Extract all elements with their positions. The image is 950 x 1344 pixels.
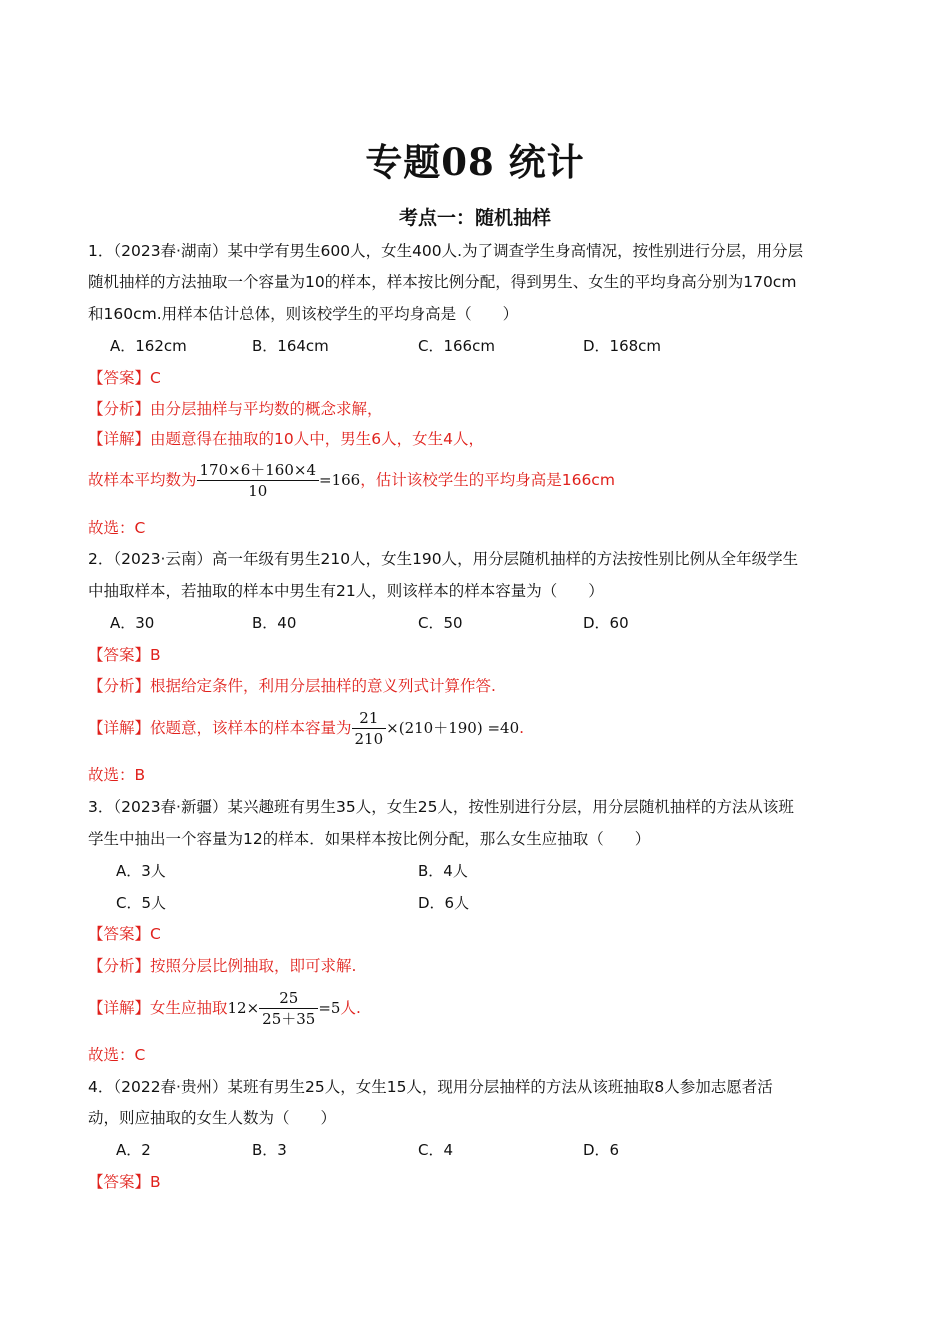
q3-fraction-numerator: 25 (259, 988, 318, 1009)
q3-choice: 故选：C (88, 1046, 146, 1064)
q1-analysis: 【分析】由分层抽样与平均数的概念求解， (88, 400, 383, 418)
q3-calc-line (88, 985, 361, 1031)
q3-analysis: 【分析】按照分层比例抽取，即可求解. (88, 957, 357, 975)
q1-text-line-2: 随机抽样的方法抽取一个容量为10的样本，样本按比例分配，得到男生、女生的平均身高分别为170cm (88, 273, 797, 291)
q3-text-line-1: 3．（2023春·新疆）某兴趣班有男生35人，女生25人，按性别进行分层，用分层随机抽样的方法从该班 (88, 798, 794, 816)
q1-text-line-1: 1．（2023春·湖南）某中学有男生600人，女生400人.为了调查学生身高情况，按性别进行分层，用分层 (88, 242, 804, 260)
q4-answer: 【答案】B (88, 1173, 161, 1191)
q2-option-a: A．30 (110, 614, 155, 632)
q1-fraction (197, 460, 320, 501)
section-heading: 考点一：随机抽样 (398, 207, 551, 229)
q3-option-c: C．5人 (116, 894, 167, 912)
q2-answer: 【答案】B (88, 646, 161, 664)
q2-fraction-numerator: 21 (352, 708, 387, 729)
q2-option-b: B．40 (252, 614, 297, 632)
q1-option-a: A．162cm (110, 337, 187, 355)
q2-option-c: C．50 (418, 614, 463, 632)
q4-option-a: A．2 (116, 1141, 151, 1159)
q2-calc-rest: ×(210＋190) =40 (386, 719, 520, 737)
page-title: 专题08 统计 (365, 140, 585, 184)
q3-answer: 【答案】C (88, 925, 161, 943)
q2-text-line-2: 中抽取样本，若抽取的样本中男生有21人，则该样本的样本容量为（ ） (88, 582, 604, 600)
q3-text-line-2: 学生中抽出一个容量为12的样本．如果样本按比例分配，那么女生应抽取（ ） (88, 830, 651, 848)
q2-calc-line (88, 705, 524, 751)
q3-calc-suffix: 人. (340, 999, 361, 1017)
q1-fraction-denominator: 10 (248, 482, 268, 500)
q2-calc-suffix: . (519, 719, 525, 737)
q1-calc-line (88, 457, 615, 503)
q3-fraction-denominator: 25＋35 (262, 1010, 316, 1028)
q3-option-b: B．4人 (418, 862, 468, 880)
q1-calc-prefix: 故样本平均数为 (88, 471, 197, 489)
q4-option-d: D．6 (583, 1141, 620, 1159)
q3-calc-result: =5 (318, 999, 341, 1017)
q1-option-c: C．166cm (418, 337, 495, 355)
q4-option-c: C．4 (418, 1141, 454, 1159)
q1-fraction-numerator: 170×6＋160×4 (197, 460, 320, 481)
q2-choice: 故选：B (88, 766, 146, 784)
q1-calc-suffix: ，估计该校学生的平均身高是166cm (360, 471, 615, 489)
q1-detail: 【详解】由题意得在抽取的10人中，男生6人，女生4人， (88, 430, 484, 448)
q4-text-line-2: 动，则应抽取的女生人数为（ ） (88, 1109, 337, 1127)
q3-detail-prefix: 【详解】女生应抽取 (88, 999, 228, 1017)
q3-option-a: A．3人 (116, 862, 166, 880)
q3-option-d: D．6人 (418, 894, 470, 912)
q4-text-line-1: 4．（2022春·贵州）某班有男生25人，女生15人，现用分层抽样的方法从该班抽取8人参加志愿者活 (88, 1078, 773, 1096)
q3-calc-lead: 12× (227, 999, 260, 1017)
q1-option-b: B．164cm (252, 337, 329, 355)
q2-option-d: D．60 (583, 614, 629, 632)
q3-fraction (259, 988, 318, 1029)
q4-option-b: B．3 (252, 1141, 287, 1159)
q1-answer: 【答案】C (88, 369, 161, 387)
q2-analysis: 【分析】根据给定条件，利用分层抽样的意义列式计算作答. (88, 677, 496, 695)
q2-detail-prefix: 【详解】依题意，该样本的样本容量为 (88, 719, 352, 737)
q2-text-line-1: 2．（2023·云南）高一年级有男生210人，女生190人，用分层随机抽样的方法按性别比例从全年级学生 (88, 550, 799, 568)
q1-text-line-3: 和160cm.用样本估计总体，则该校学生的平均身高是（ ） (88, 305, 519, 323)
q1-calc-result: =166 (319, 471, 361, 489)
q1-option-d: D．168cm (583, 337, 662, 355)
q2-fraction (352, 708, 387, 749)
q1-choice: 故选：C (88, 519, 146, 537)
q2-fraction-denominator: 210 (354, 730, 384, 748)
